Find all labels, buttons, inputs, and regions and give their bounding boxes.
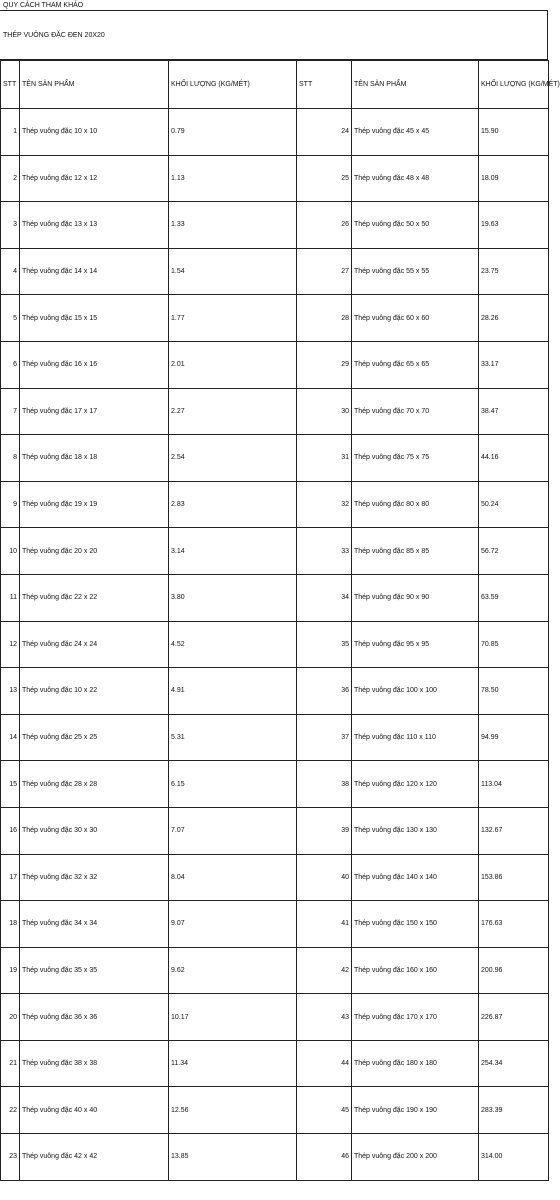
weight-cell[interactable]: 4.91 <box>169 668 297 715</box>
weight-cell-right[interactable]: 200.96 <box>479 947 549 994</box>
name-cell-right[interactable]: Thép vuông đặc 100 x 100 <box>352 668 479 715</box>
name-cell-right[interactable]: Thép vuông đặc 190 x 190 <box>352 1087 479 1134</box>
stt-cell[interactable]: 22 <box>1 1087 20 1134</box>
stt-cell[interactable]: 16 <box>1 807 20 854</box>
weight-cell-right[interactable]: 56.72 <box>479 528 549 575</box>
name-cell[interactable]: Thép vuông đặc 40 x 40 <box>20 1087 169 1134</box>
stt-cell-right[interactable]: 38 <box>297 761 352 808</box>
weight-cell[interactable]: 1.77 <box>169 295 297 342</box>
stt-cell-right[interactable]: 45 <box>297 1087 352 1134</box>
stt-cell-right[interactable]: 44 <box>297 1040 352 1087</box>
table-row <box>1 248 549 295</box>
name-cell[interactable]: Thép vuông đặc 35 x 35 <box>20 947 169 994</box>
table-row <box>1 1087 549 1134</box>
stt-cell-right[interactable]: 36 <box>297 668 352 715</box>
stt-cell-right[interactable]: 32 <box>297 481 352 528</box>
stt-cell-right[interactable]: 29 <box>297 341 352 388</box>
weight-cell[interactable]: 2.01 <box>169 341 297 388</box>
weight-cell[interactable]: 1.54 <box>169 248 297 295</box>
weight-cell-right[interactable]: 50.24 <box>479 481 549 528</box>
weight-table <box>0 60 560 1181</box>
name-cell-right[interactable]: Thép vuông đặc 150 x 150 <box>352 901 479 948</box>
stt-cell[interactable]: 2 <box>1 155 20 202</box>
table-row <box>1 714 549 761</box>
name-cell[interactable]: Thép vuông đặc 13 x 13 <box>20 202 169 249</box>
table-row <box>1 621 549 668</box>
table-row <box>1 854 549 901</box>
weight-cell[interactable]: 4.52 <box>169 621 297 668</box>
table-subtitle-text: THÉP VUÔNG ĐẶC ĐEN 20X20 <box>3 31 105 39</box>
weight-cell-right[interactable]: 63.59 <box>479 574 549 621</box>
stt-cell-right[interactable]: 25 <box>297 155 352 202</box>
stt-cell[interactable]: 8 <box>1 435 20 482</box>
table-row <box>1 481 549 528</box>
stt-cell[interactable]: 5 <box>1 295 20 342</box>
weight-cell[interactable]: 3.14 <box>169 528 297 575</box>
weight-cell-right[interactable]: 283.39 <box>479 1087 549 1134</box>
header-weight-right[interactable]: KHỐI LƯỢNG (KG/MÉT) <box>479 61 549 109</box>
header-name-right[interactable]: TÊN SẢN PHẨM <box>352 61 479 109</box>
stt-cell[interactable]: 18 <box>1 901 20 948</box>
table-row <box>1 388 549 435</box>
stt-cell[interactable]: 21 <box>1 1040 20 1087</box>
table-row <box>1 155 549 202</box>
header-stt-right[interactable]: STT <box>297 61 352 109</box>
name-cell[interactable]: Thép vuông đặc 10 x 10 <box>20 109 169 156</box>
name-cell[interactable]: Thép vuông đặc 25 x 25 <box>20 714 169 761</box>
weight-cell[interactable]: 3.80 <box>169 574 297 621</box>
table-row <box>1 1134 549 1181</box>
table-row <box>1 528 549 575</box>
table-row <box>1 668 549 715</box>
stt-cell[interactable]: 19 <box>1 947 20 994</box>
weight-cell-right[interactable]: 23.75 <box>479 248 549 295</box>
weight-cell[interactable]: 9.07 <box>169 901 297 948</box>
stt-cell[interactable]: 14 <box>1 714 20 761</box>
stt-cell[interactable]: 17 <box>1 854 20 901</box>
name-cell-right[interactable]: Thép vuông đặc 45 x 45 <box>352 109 479 156</box>
stt-cell[interactable]: 12 <box>1 621 20 668</box>
name-cell[interactable]: Thép vuông đặc 24 x 24 <box>20 621 169 668</box>
name-cell[interactable]: Thép vuông đặc 17 x 17 <box>20 388 169 435</box>
stt-cell[interactable]: 7 <box>1 388 20 435</box>
stt-cell-right[interactable]: 27 <box>297 248 352 295</box>
weight-cell-right[interactable]: 132.67 <box>479 807 549 854</box>
weight-cell-right[interactable]: 28.26 <box>479 295 549 342</box>
name-cell-right[interactable]: Thép vuông đặc 140 x 140 <box>352 854 479 901</box>
name-cell-right[interactable]: Thép vuông đặc 85 x 85 <box>352 528 479 575</box>
name-cell[interactable]: Thép vuông đặc 20 x 20 <box>20 528 169 575</box>
header-weight[interactable]: KHỐI LƯỢNG (KG/MÉT) <box>169 61 297 109</box>
header-name[interactable]: TÊN SẢN PHẨM <box>20 61 169 109</box>
name-cell-right[interactable]: Thép vuông đặc 80 x 80 <box>352 481 479 528</box>
name-cell-right[interactable]: Thép vuông đặc 90 x 90 <box>352 574 479 621</box>
weight-cell-right[interactable]: 113.04 <box>479 761 549 808</box>
weight-cell-right[interactable]: 38.47 <box>479 388 549 435</box>
table-row <box>1 947 549 994</box>
weight-cell[interactable]: 8.04 <box>169 854 297 901</box>
table-row <box>1 901 549 948</box>
stt-cell-right[interactable]: 24 <box>297 109 352 156</box>
name-cell-right[interactable]: Thép vuông đặc 48 x 48 <box>352 155 479 202</box>
stt-cell-right[interactable]: 46 <box>297 1134 352 1181</box>
table-subtitle[interactable] <box>0 11 548 60</box>
name-cell[interactable]: Thép vuông đặc 10 x 22 <box>20 668 169 715</box>
name-cell-right[interactable]: Thép vuông đặc 60 x 60 <box>352 295 479 342</box>
stt-cell[interactable]: 13 <box>1 668 20 715</box>
name-cell-right[interactable]: Thép vuông đặc 180 x 180 <box>352 1040 479 1087</box>
weight-cell[interactable]: 12.56 <box>169 1087 297 1134</box>
stt-cell-right[interactable]: 33 <box>297 528 352 575</box>
header-row <box>1 61 549 109</box>
name-cell-right[interactable]: Thép vuông đặc 160 x 160 <box>352 947 479 994</box>
table-row <box>1 295 549 342</box>
weight-cell[interactable]: 7.07 <box>169 807 297 854</box>
weight-cell[interactable]: 10.17 <box>169 994 297 1041</box>
weight-cell-right[interactable]: 19.63 <box>479 202 549 249</box>
stt-cell-right[interactable]: 31 <box>297 435 352 482</box>
name-cell[interactable]: Thép vuông đặc 22 x 22 <box>20 574 169 621</box>
weight-cell-right[interactable]: 254.34 <box>479 1040 549 1087</box>
name-cell[interactable]: Thép vuông đặc 15 x 15 <box>20 295 169 342</box>
name-cell-right[interactable]: Thép vuông đặc 65 x 65 <box>352 341 479 388</box>
stt-cell-right[interactable]: 35 <box>297 621 352 668</box>
table-row <box>1 109 549 156</box>
stt-cell-right[interactable]: 43 <box>297 994 352 1041</box>
name-cell-right[interactable]: Thép vuông đặc 70 x 70 <box>352 388 479 435</box>
table-row <box>1 341 549 388</box>
weight-cell[interactable]: 9.62 <box>169 947 297 994</box>
table-row <box>1 994 549 1041</box>
weight-cell[interactable]: 13.85 <box>169 1134 297 1181</box>
stt-cell[interactable]: 4 <box>1 248 20 295</box>
name-cell[interactable]: Thép vuông đặc 36 x 36 <box>20 994 169 1041</box>
table-row <box>1 202 549 249</box>
name-cell-right[interactable]: Thép vuông đặc 75 x 75 <box>352 435 479 482</box>
table-row <box>1 1040 549 1087</box>
weight-cell-right[interactable]: 15.90 <box>479 109 549 156</box>
stt-cell[interactable]: 3 <box>1 202 20 249</box>
weight-cell[interactable]: 0.79 <box>169 109 297 156</box>
table-row <box>1 435 549 482</box>
stt-cell-right[interactable]: 42 <box>297 947 352 994</box>
stt-cell[interactable]: 11 <box>1 574 20 621</box>
weight-cell-right[interactable]: 94.99 <box>479 714 549 761</box>
sheet-title[interactable]: QUY CÁCH THAM KHẢO <box>0 0 548 11</box>
weight-cell[interactable]: 6.15 <box>169 761 297 808</box>
name-cell-right[interactable]: Thép vuông đặc 130 x 130 <box>352 807 479 854</box>
name-cell[interactable]: Thép vuông đặc 12 x 12 <box>20 155 169 202</box>
weight-cell-right[interactable]: 226.87 <box>479 994 549 1041</box>
stt-cell[interactable]: 6 <box>1 341 20 388</box>
weight-cell[interactable]: 1.33 <box>169 202 297 249</box>
name-cell[interactable]: Thép vuông đặc 28 x 28 <box>20 761 169 808</box>
name-cell[interactable]: Thép vuông đặc 18 x 18 <box>20 435 169 482</box>
name-cell-right[interactable]: Thép vuông đặc 95 x 95 <box>352 621 479 668</box>
stt-cell-right[interactable]: 26 <box>297 202 352 249</box>
weight-cell-right[interactable]: 314.00 <box>479 1134 549 1181</box>
table-row <box>1 761 549 808</box>
stt-cell[interactable]: 1 <box>1 109 20 156</box>
name-cell[interactable]: Thép vuông đặc 32 x 32 <box>20 854 169 901</box>
stt-cell-right[interactable]: 30 <box>297 388 352 435</box>
name-cell-right[interactable]: Thép vuông đặc 120 x 120 <box>352 761 479 808</box>
weight-cell-right[interactable]: 70.85 <box>479 621 549 668</box>
stt-cell[interactable]: 20 <box>1 994 20 1041</box>
stt-cell[interactable]: 10 <box>1 528 20 575</box>
name-cell[interactable]: Thép vuông đặc 38 x 38 <box>20 1040 169 1087</box>
weight-cell[interactable]: 2.27 <box>169 388 297 435</box>
name-cell[interactable]: Thép vuông đặc 14 x 14 <box>20 248 169 295</box>
header-stt[interactable]: STT <box>1 61 20 109</box>
stt-cell-right[interactable]: 37 <box>297 714 352 761</box>
stt-cell[interactable]: 15 <box>1 761 20 808</box>
stt-cell-right[interactable]: 41 <box>297 901 352 948</box>
stt-cell-right[interactable]: 40 <box>297 854 352 901</box>
weight-cell-right[interactable]: 33.17 <box>479 341 549 388</box>
name-cell-right[interactable]: Thép vuông đặc 200 x 200 <box>352 1134 479 1181</box>
stt-cell-right[interactable]: 39 <box>297 807 352 854</box>
name-cell[interactable]: Thép vuông đặc 42 x 42 <box>20 1134 169 1181</box>
weight-cell[interactable]: 5.31 <box>169 714 297 761</box>
weight-cell[interactable]: 11.34 <box>169 1040 297 1087</box>
name-cell[interactable]: Thép vuông đặc 30 x 30 <box>20 807 169 854</box>
name-cell-right[interactable]: Thép vuông đặc 50 x 50 <box>352 202 479 249</box>
name-cell[interactable]: Thép vuông đặc 34 x 34 <box>20 901 169 948</box>
weight-cell-right[interactable]: 176.63 <box>479 901 549 948</box>
weight-cell-right[interactable]: 153.86 <box>479 854 549 901</box>
name-cell-right[interactable]: Thép vuông đặc 170 x 170 <box>352 994 479 1041</box>
stt-cell[interactable]: 23 <box>1 1134 20 1181</box>
name-cell[interactable]: Thép vuông đặc 19 x 19 <box>20 481 169 528</box>
weight-cell-right[interactable]: 78.50 <box>479 668 549 715</box>
name-cell-right[interactable]: Thép vuông đặc 110 x 110 <box>352 714 479 761</box>
weight-cell[interactable]: 1.13 <box>169 155 297 202</box>
weight-cell[interactable]: 2.54 <box>169 435 297 482</box>
weight-cell-right[interactable]: 18.09 <box>479 155 549 202</box>
stt-cell[interactable]: 9 <box>1 481 20 528</box>
stt-cell-right[interactable]: 28 <box>297 295 352 342</box>
table-row <box>1 807 549 854</box>
name-cell[interactable]: Thép vuông đặc 16 x 16 <box>20 341 169 388</box>
table-row <box>1 574 549 621</box>
weight-cell[interactable]: 2.83 <box>169 481 297 528</box>
stt-cell-right[interactable]: 34 <box>297 574 352 621</box>
weight-cell-right[interactable]: 44.16 <box>479 435 549 482</box>
name-cell-right[interactable]: Thép vuông đặc 55 x 55 <box>352 248 479 295</box>
